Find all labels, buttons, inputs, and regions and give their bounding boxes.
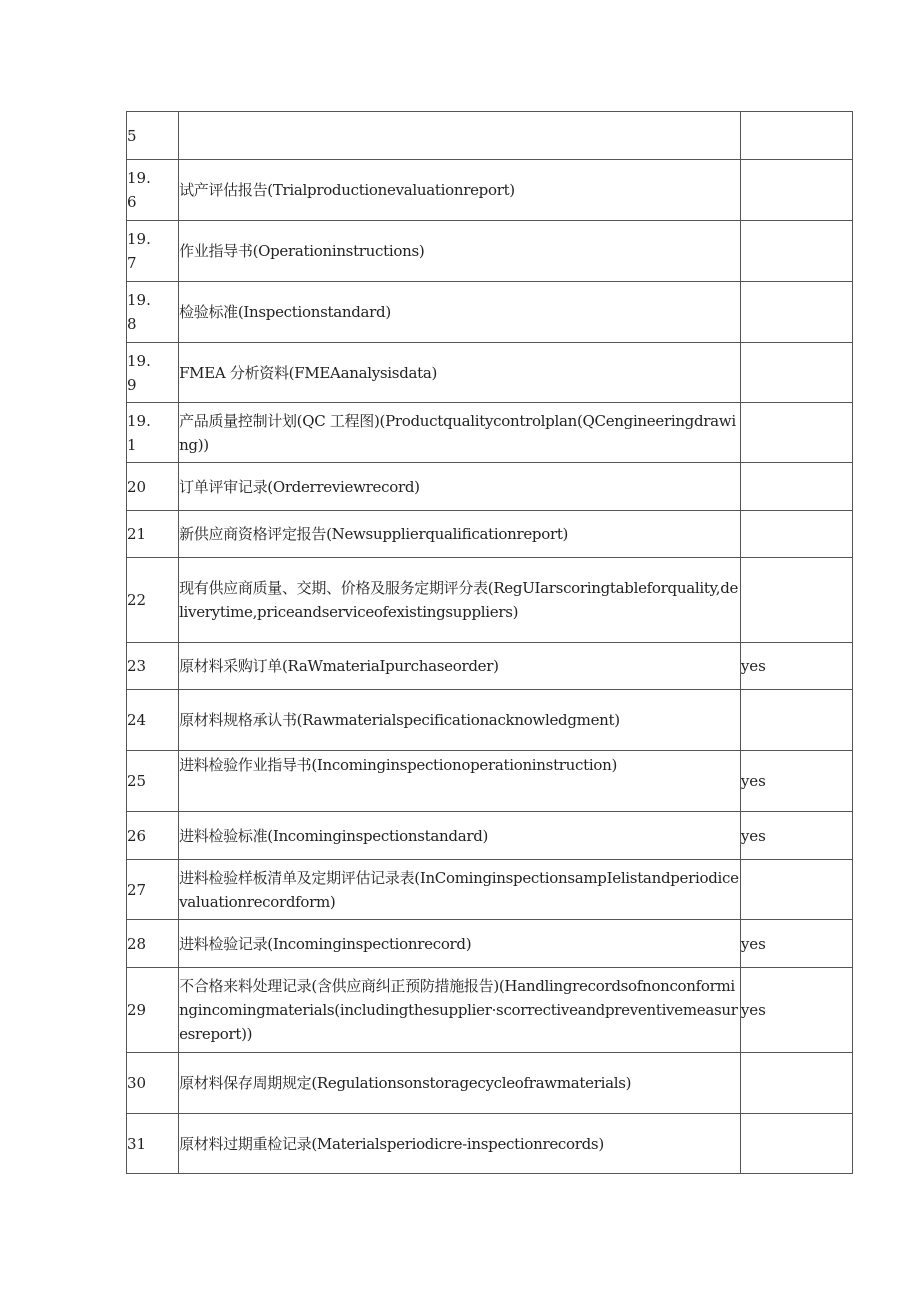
row-status (740, 1114, 852, 1174)
row-description: 订单评审记录(Orderreviewrecord) (179, 463, 741, 511)
table-row (127, 221, 853, 282)
row-status: yes (740, 812, 852, 860)
row-description: 产品质量控制计划(QC 工程图)(Productqualitycontrolplan(QCengineeringdrawing)) (179, 403, 741, 463)
row-description (179, 860, 741, 920)
row-status (740, 1053, 852, 1114)
table-row (127, 751, 853, 812)
table-row (127, 690, 853, 751)
row-number: 31 (127, 1114, 179, 1174)
table-row (127, 511, 853, 558)
row-status (740, 463, 852, 511)
row-status: yes (740, 968, 852, 1053)
row-description-text: 进料检验样板清单及定期评估记录表(InCominginspectionsampIelistandperiodicevaluationrecordform) (179, 868, 739, 911)
row-description: 进料检验记录(Incominginspectionrecord) (179, 920, 741, 968)
row-description: 原材料保存周期规定(Regulationsonstoragecycleofrawmaterials) (179, 1053, 741, 1114)
row-number: 19. 9 (127, 343, 179, 403)
table-row (127, 643, 853, 690)
row-number: 5 (127, 112, 179, 160)
row-number: 21 (127, 511, 179, 558)
row-number: 23 (127, 643, 179, 690)
row-number: 24 (127, 690, 179, 751)
row-number: 29 (127, 968, 179, 1053)
row-description: 检验标准(Inspectionstandard) (179, 282, 741, 343)
row-number: 30 (127, 1053, 179, 1114)
row-status (740, 160, 852, 221)
row-status (740, 282, 852, 343)
table-row (127, 920, 853, 968)
row-number: 22 (127, 558, 179, 643)
row-description: 作业指导书(Operationinstructions) (179, 221, 741, 282)
row-number: 20 (127, 463, 179, 511)
row-status (740, 860, 852, 920)
table-row (127, 968, 853, 1053)
row-number: 28 (127, 920, 179, 968)
table-row (127, 860, 853, 920)
table-row (127, 112, 853, 160)
table-row (127, 343, 853, 403)
row-description: 新供应商资格评定报告(Newsupplierqualificationreport) (179, 511, 741, 558)
row-number: 19. 6 (127, 160, 179, 221)
table-row (127, 463, 853, 511)
row-description: 进料检验标准(Incominginspectionstandard) (179, 812, 741, 860)
row-description: 不合格来料处理记录(含供应商纠正预防措施报告)(Handlingrecordsofnonconformingincomingmaterials(includingthesupplier·scorrectiveandpreventivemeasuresreport)) (179, 968, 741, 1053)
row-number: 25 (127, 751, 179, 812)
table-row (127, 403, 853, 463)
records-table (126, 111, 853, 1174)
row-number: 19. 7 (127, 221, 179, 282)
row-status (740, 558, 852, 643)
row-number: 19. 1 (127, 403, 179, 463)
row-description: 原材料规格承认书(Rawmaterialspecificationacknowledgment) (179, 690, 741, 751)
table-row (127, 558, 853, 643)
row-status (740, 690, 852, 751)
table-row (127, 282, 853, 343)
table-row (127, 1053, 853, 1114)
row-description: 原材料采购订单(RaWmateriaIpurchaseorder) (179, 643, 741, 690)
row-number: 27 (127, 860, 179, 920)
row-status (740, 511, 852, 558)
row-status: yes (740, 920, 852, 968)
row-description: 现有供应商质量、交期、价格及服务定期评分表(RegUIarscoringtableforquality,deliverytime,priceandserviceofexistingsuppliers) (179, 558, 741, 643)
table-row (127, 1114, 853, 1174)
row-status (740, 403, 852, 463)
row-status: yes (740, 751, 852, 812)
row-number: 19. 8 (127, 282, 179, 343)
row-status (740, 343, 852, 403)
row-number: 26 (127, 812, 179, 860)
row-description (179, 112, 741, 160)
row-status (740, 221, 852, 282)
row-status: yes (740, 643, 852, 690)
row-description: 进料检验作业指导书(Incominginspectionoperationinstruction) (179, 751, 741, 812)
table-row (127, 812, 853, 860)
row-description: 原材料过期重检记录(Materialsperiodicre-inspectionrecords) (179, 1114, 741, 1174)
row-description: 试产评估报告(Trialproductionevaluationreport) (179, 160, 741, 221)
table-row (127, 160, 853, 221)
row-description: FMEA 分析资料(FMEAanalysisdata) (179, 343, 741, 403)
row-status (740, 112, 852, 160)
